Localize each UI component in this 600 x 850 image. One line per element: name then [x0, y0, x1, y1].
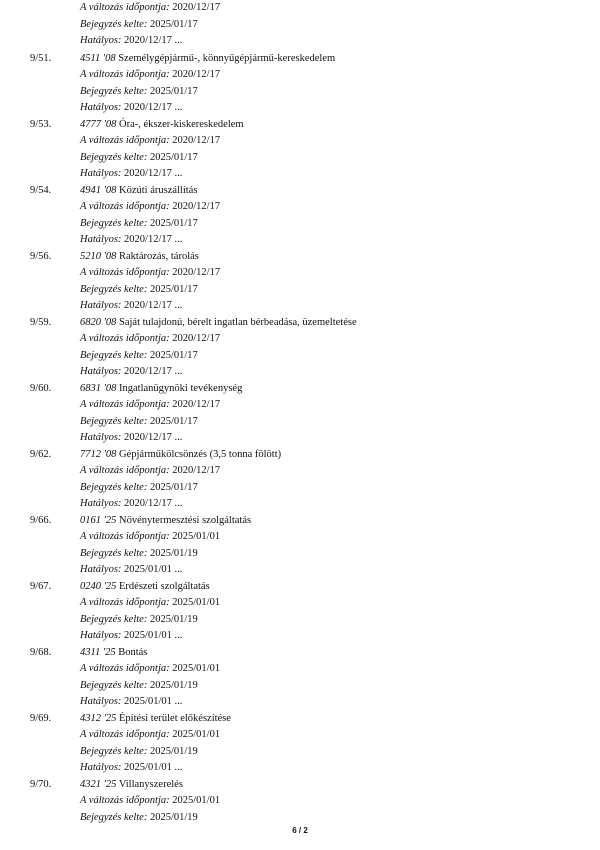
entry-entry-date: [80, 546, 198, 563]
entry-activity: [80, 513, 251, 530]
entry-effective: [80, 430, 182, 447]
entry-entry-date: [80, 150, 198, 167]
activity-description: Villanyszerelés: [118, 778, 183, 790]
activity-description: Ingatlanügynöki tevékenység: [119, 382, 243, 394]
change-date-label: A változás időpontja:: [80, 201, 170, 212]
activity-code: 0240 '25: [80, 580, 117, 592]
change-date-value: 2020/12/17: [172, 135, 221, 146]
entry-entry-date-line: [0, 810, 600, 827]
change-date-label: A változás időpontja:: [80, 663, 170, 674]
entry-heading-line: [0, 117, 600, 134]
entry-entry-date-line: [0, 546, 600, 563]
entry-activity: [80, 117, 244, 134]
change-date-value: 2020/12/17: [172, 333, 221, 344]
activity-description: Közúti áruszállítás: [119, 184, 198, 196]
entry-number: 9/56.: [30, 250, 52, 262]
entry-date-value: 2025/01/17: [149, 18, 198, 30]
effective-value: 2025/01/01 ...: [124, 630, 183, 641]
change-date-value: 2025/01/01: [172, 531, 221, 542]
entry-number: 9/59.: [30, 316, 52, 328]
entry-entry-date-line: [0, 744, 600, 761]
entry-change-date: [80, 331, 220, 348]
effective-value: 2020/12/17 ...: [124, 102, 183, 113]
entry-heading-line: [0, 579, 600, 596]
entry-date-value: 2025/01/17: [149, 415, 198, 427]
entry-effective-line: [0, 694, 600, 711]
activity-description: Építési terület előkészítése: [119, 712, 231, 724]
entry-number: 9/67.: [30, 580, 52, 592]
entry-date-label: Bejegyzés kelte:: [80, 217, 148, 229]
effective-label: Hatályos:: [80, 300, 122, 311]
entry-date-value: 2025/01/17: [149, 151, 198, 163]
entry-entry-date: [80, 744, 198, 761]
entry-effective: [80, 166, 182, 183]
effective-label: Hatályos:: [80, 630, 122, 641]
entry-change-date: [80, 133, 220, 150]
activity-description: Erdészeti szolgáltatás: [119, 580, 210, 592]
activity-code: 4312 '25: [80, 712, 117, 724]
change-date-label: A változás időpontja:: [80, 399, 170, 410]
activity-code: 6831 '08: [80, 382, 117, 394]
change-date-value: 2020/12/17: [172, 201, 221, 212]
entry-number: 9/51.: [30, 52, 52, 64]
entry-activity: [80, 447, 281, 464]
entry-number: 9/66.: [30, 514, 52, 526]
entry-activity: [80, 777, 183, 794]
leading-effective-line: [0, 33, 600, 50]
entry-activity: [80, 249, 199, 266]
change-date-value: 2025/01/01: [172, 729, 221, 740]
effective-value: 2020/12/17 ...: [124, 35, 183, 46]
effective-label: Hatályos:: [80, 234, 122, 245]
entry-change-date: [80, 595, 220, 612]
change-date-label: A változás időpontja:: [80, 69, 170, 80]
entry-change-date-line: [0, 397, 600, 414]
entry-effective-line: [0, 430, 600, 447]
effective-value: 2020/12/17 ...: [124, 498, 183, 509]
effective-label: Hatályos:: [80, 564, 122, 575]
effective-value: 2025/01/01 ...: [124, 696, 183, 707]
entry-change-date-line: [0, 67, 600, 84]
activity-description: Személygépjármű-, könnyűgépjármű-kereskedelem: [118, 52, 336, 64]
entry-effective: [80, 298, 182, 315]
entry-date-value: 2025/01/19: [149, 745, 198, 757]
entry-activity: [80, 183, 197, 200]
entry-entry-date: [80, 216, 198, 233]
entry-effective-line: [0, 562, 600, 579]
entry-heading-line: [0, 51, 600, 68]
effective-value: 2020/12/17 ...: [124, 432, 183, 443]
entry-activity: [80, 579, 210, 596]
entry-entry-date-line: [0, 150, 600, 167]
change-date-label: A változás időpontja:: [80, 135, 170, 146]
change-date-label: A változás időpontja:: [80, 729, 170, 740]
change-date-value: 2020/12/17: [172, 69, 221, 80]
entry-date-value: 2025/01/17: [149, 481, 198, 493]
activity-description: Gépjárműkölcsönzés (3,5 tonna fölött): [119, 448, 282, 460]
entry-effective-line: [0, 628, 600, 645]
change-date-label: A változás időpontja:: [80, 267, 170, 278]
entry-heading-line: [0, 711, 600, 728]
change-date-value: 2020/12/17: [172, 399, 221, 410]
activity-description: Növénytermesztési szolgáltatás: [119, 514, 252, 526]
activity-code: 5210 '08: [80, 250, 117, 262]
entry-effective-line: [0, 166, 600, 183]
effective-value: 2025/01/01 ...: [124, 762, 183, 773]
entry-effective-line: [0, 364, 600, 381]
entry-entry-date: [80, 84, 198, 101]
entry-change-date: [80, 727, 220, 744]
change-date-value: 2020/12/17: [172, 465, 221, 476]
entry-date-label: Bejegyzés kelte:: [80, 85, 148, 97]
entry-date-label: Bejegyzés kelte:: [80, 679, 148, 691]
activity-code: 4941 '08: [80, 184, 117, 196]
entry-date-label: Bejegyzés kelte:: [80, 283, 148, 295]
entry-change-date-line: [0, 133, 600, 150]
change-date-value: 2025/01/01: [172, 663, 221, 674]
effective-value: 2020/12/17 ...: [124, 366, 183, 377]
entry-effective: [80, 364, 182, 381]
entry-change-date: [80, 67, 220, 84]
page-number: 6 / 2: [292, 826, 308, 835]
entry-effective: [80, 694, 182, 711]
entry-entry-date: [80, 678, 198, 695]
change-date-label: A változás időpontja:: [80, 795, 170, 806]
entry-change-date: [80, 199, 220, 216]
entry-change-date-line: [0, 661, 600, 678]
entry-change-date: [80, 463, 220, 480]
entry-heading-line: [0, 645, 600, 662]
entry-entry-date-line: [0, 612, 600, 629]
entry-entry-date: [80, 348, 198, 365]
entry-entry-date-line: [0, 480, 600, 497]
entry-heading-line: [0, 513, 600, 530]
entry-activity: [80, 315, 357, 332]
entry-number: 9/54.: [30, 184, 52, 196]
activity-code: 4511 '08: [80, 52, 116, 64]
entry-entry-date: [80, 810, 198, 827]
change-date-label: A változás időpontja:: [80, 597, 170, 608]
entry-date-label: Bejegyzés kelte:: [80, 745, 148, 757]
entry-effective: [80, 628, 182, 645]
entry-date-value: 2025/01/17: [149, 217, 198, 229]
activity-code: 6820 '08: [80, 316, 117, 328]
effective-label: Hatályos:: [80, 366, 122, 377]
entry-effective-line: [0, 232, 600, 249]
change-date-label: A változás időpontja:: [80, 465, 170, 476]
effective-label: Hatályos:: [80, 696, 122, 707]
change-date-label: A változás időpontja:: [80, 531, 170, 542]
activity-description: Bontás: [118, 646, 148, 658]
change-date-value: 2025/01/01: [172, 597, 221, 608]
activity-code: 4321 '25: [80, 778, 117, 790]
entry-change-date: [80, 793, 220, 810]
entry-number: 9/53.: [30, 118, 52, 130]
entry-activity: [80, 381, 242, 398]
entry-effective-line: [0, 496, 600, 513]
entry-date-label: Bejegyzés kelte:: [80, 481, 148, 493]
activity-code: 4311 '25: [80, 646, 116, 658]
entry-effective-line: [0, 760, 600, 777]
leading-entry-date-line: [0, 17, 600, 34]
entry-change-date-line: [0, 331, 600, 348]
effective-label: Hatályos:: [80, 498, 122, 509]
entry-change-date-line: [0, 463, 600, 480]
effective-value: 2020/12/17 ...: [124, 168, 183, 179]
entry-change-date: [80, 529, 220, 546]
activity-description: Raktározás, tárolás: [119, 250, 199, 262]
entry-heading-line: [0, 381, 600, 398]
effective-label: Hatályos:: [80, 35, 122, 46]
entry-date-value: 2025/01/17: [149, 283, 198, 295]
activity-description: Óra-, ékszer-kiskereskedelem: [119, 118, 244, 130]
entry-activity: [80, 51, 335, 68]
entry-effective: [80, 496, 182, 513]
activity-code: 4777 '08: [80, 118, 117, 130]
effective-label: Hatályos:: [80, 102, 122, 113]
entry-change-date: [80, 661, 220, 678]
entry-heading-line: [0, 447, 600, 464]
entry-number: 9/70.: [30, 778, 52, 790]
effective-label: Hatályos:: [80, 762, 122, 773]
entry-heading-line: [0, 777, 600, 794]
effective-label: Hatályos:: [80, 168, 122, 179]
entry-date-value: 2025/01/19: [149, 811, 198, 823]
entry-date-label: Bejegyzés kelte:: [80, 547, 148, 559]
entry-heading-line: [0, 315, 600, 332]
entry-change-date-line: [0, 727, 600, 744]
entry-date-label: Bejegyzés kelte:: [80, 151, 148, 163]
entry-effective: [80, 760, 182, 777]
entry-date-label: Bejegyzés kelte:: [80, 811, 148, 823]
entry-change-date-line: [0, 529, 600, 546]
entry-date-value: 2025/01/19: [149, 547, 198, 559]
entry-change-date-line: [0, 595, 600, 612]
leading-change-date-line: [0, 0, 600, 17]
entry-effective: [80, 232, 182, 249]
entry-effective: [80, 100, 182, 117]
entry-date-value: 2025/01/19: [149, 613, 198, 625]
entry-number: 9/60.: [30, 382, 52, 394]
entry-effective-line: [0, 298, 600, 315]
entry-entry-date: [80, 480, 198, 497]
entry-entry-date: [80, 282, 198, 299]
entry-entry-date-line: [0, 414, 600, 431]
entry-date-value: 2025/01/17: [149, 349, 198, 361]
change-date-value: 2020/12/17: [172, 267, 221, 278]
change-date-value: 2025/01/01: [172, 795, 221, 806]
entry-date-value: 2025/01/19: [149, 679, 198, 691]
change-date-label: A változás időpontja:: [80, 333, 170, 344]
entry-date-label: Bejegyzés kelte:: [80, 18, 148, 30]
entry-heading-line: [0, 183, 600, 200]
entry-activity: [80, 645, 147, 662]
entry-heading-line: [0, 249, 600, 266]
entry-date-label: Bejegyzés kelte:: [80, 415, 148, 427]
activity-description: Saját tulajdonú, bérelt ingatlan bérbeadása, üzemeltetése: [119, 316, 357, 328]
entry-number: 9/68.: [30, 646, 52, 658]
entry-change-date: [80, 397, 220, 414]
entry-number: 9/62.: [30, 448, 52, 460]
activity-code: 7712 '08: [80, 448, 117, 460]
change-date-label: A változás időpontja:: [80, 2, 170, 13]
entry-entry-date-line: [0, 84, 600, 101]
entry-activity: [80, 711, 231, 728]
change-date-value: 2020/12/17: [172, 2, 221, 13]
entry-change-date-line: [0, 793, 600, 810]
entry-effective-line: [0, 100, 600, 117]
entry-change-date-line: [0, 199, 600, 216]
entry-number: 9/69.: [30, 712, 52, 724]
entry-date-label: Bejegyzés kelte:: [80, 613, 148, 625]
effective-value: 2020/12/17 ...: [124, 234, 183, 245]
entry-change-date: [80, 265, 220, 282]
entry-entry-date-line: [0, 216, 600, 233]
entry-date-value: 2025/01/17: [149, 85, 198, 97]
entry-entry-date: [80, 612, 198, 629]
entry-effective: [80, 562, 182, 579]
entry-date-label: Bejegyzés kelte:: [80, 349, 148, 361]
entry-change-date-line: [0, 265, 600, 282]
effective-value: 2020/12/17 ...: [124, 300, 183, 311]
entry-entry-date-line: [0, 348, 600, 365]
entry-entry-date: [80, 414, 198, 431]
activity-code: 0161 '25: [80, 514, 117, 526]
effective-label: Hatályos:: [80, 432, 122, 443]
entry-entry-date-line: [0, 678, 600, 695]
entry-entry-date-line: [0, 282, 600, 299]
effective-value: 2025/01/01 ...: [124, 564, 183, 575]
